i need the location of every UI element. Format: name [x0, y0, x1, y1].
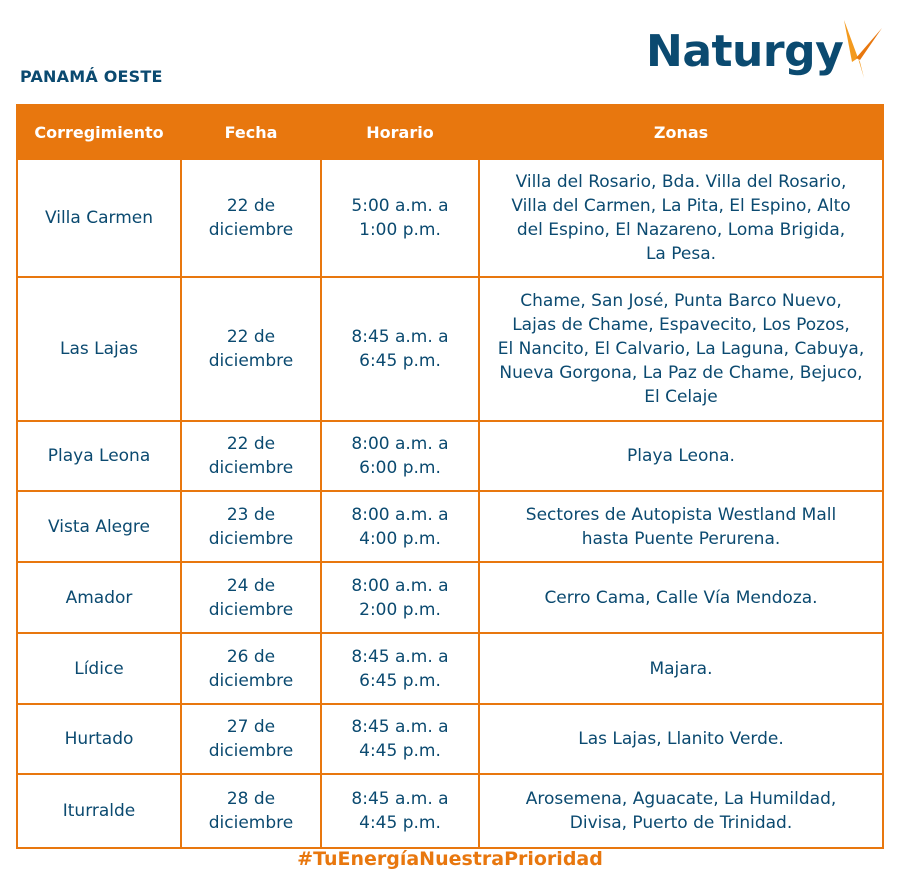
cell-fecha: 22 de diciembre — [181, 421, 321, 491]
cell-zonas: Playa Leona. — [479, 421, 883, 491]
column-header-corregimiento: Corregimiento — [17, 105, 181, 159]
campaign-hashtag: #TuEnergíaNuestraPrioridad — [297, 848, 603, 870]
cell-horario: 5:00 a.m. a 1:00 p.m. — [321, 159, 479, 277]
cell-corregimiento: Las Lajas — [17, 277, 181, 421]
table-row — [17, 491, 883, 562]
cell-horario: 8:45 a.m. a 4:45 p.m. — [321, 704, 479, 774]
cell-fecha: 22 de diciembre — [181, 159, 321, 277]
table-row — [17, 562, 883, 633]
butterfly-icon — [838, 18, 884, 80]
cell-corregimiento: Iturralde — [17, 774, 181, 848]
brand-logo — [646, 18, 886, 88]
cell-horario: 8:45 a.m. a 4:45 p.m. — [321, 774, 479, 848]
cell-corregimiento: Villa Carmen — [17, 159, 181, 277]
column-header-fecha: Fecha — [181, 105, 321, 159]
schedule-table — [16, 104, 884, 849]
cell-zonas: Cerro Cama, Calle Vía Mendoza. — [479, 562, 883, 633]
brand-name: Naturgy — [646, 26, 844, 77]
table-row — [17, 421, 883, 491]
table-row — [17, 277, 883, 421]
cell-horario: 8:45 a.m. a 6:45 p.m. — [321, 633, 479, 704]
table-row — [17, 774, 883, 848]
cell-fecha: 28 de diciembre — [181, 774, 321, 848]
table-row — [17, 633, 883, 704]
cell-horario: 8:00 a.m. a 6:00 p.m. — [321, 421, 479, 491]
table-row — [17, 159, 883, 277]
cell-horario: 8:45 a.m. a 6:45 p.m. — [321, 277, 479, 421]
cell-fecha: 26 de diciembre — [181, 633, 321, 704]
cell-zonas: Villa del Rosario, Bda. Villa del Rosario, Villa del Carmen, La Pita, El Espino, Alto del Espino, El Nazareno, Loma Brigida, La Pesa. — [479, 159, 883, 277]
cell-zonas: Arosemena, Aguacate, La Humildad, Divisa, Puerto de Trinidad. — [479, 774, 883, 848]
table-header-row — [17, 105, 883, 159]
cell-corregimiento: Playa Leona — [17, 421, 181, 491]
cell-corregimiento: Vista Alegre — [17, 491, 181, 562]
cell-zonas: Sectores de Autopista Westland Mall hasta Puente Perurena. — [479, 491, 883, 562]
cell-fecha: 27 de diciembre — [181, 704, 321, 774]
cell-fecha: 23 de diciembre — [181, 491, 321, 562]
cell-zonas: Chame, San José, Punta Barco Nuevo, Lajas de Chame, Espavecito, Los Pozos, El Nancito, El Calvario, La Laguna, Cabuya, Nueva Gorgona, La Paz de Chame, Bejuco, El Celaje — [479, 277, 883, 421]
column-header-horario: Horario — [321, 105, 479, 159]
column-header-zonas: Zonas — [479, 105, 883, 159]
cell-fecha: 22 de diciembre — [181, 277, 321, 421]
cell-zonas: Majara. — [479, 633, 883, 704]
region-title: PANAMÁ OESTE — [20, 67, 163, 86]
cell-corregimiento: Amador — [17, 562, 181, 633]
table-row — [17, 704, 883, 774]
cell-fecha: 24 de diciembre — [181, 562, 321, 633]
cell-corregimiento: Hurtado — [17, 704, 181, 774]
cell-corregimiento: Lídice — [17, 633, 181, 704]
cell-horario: 8:00 a.m. a 2:00 p.m. — [321, 562, 479, 633]
cell-horario: 8:00 a.m. a 4:00 p.m. — [321, 491, 479, 562]
cell-zonas: Las Lajas, Llanito Verde. — [479, 704, 883, 774]
